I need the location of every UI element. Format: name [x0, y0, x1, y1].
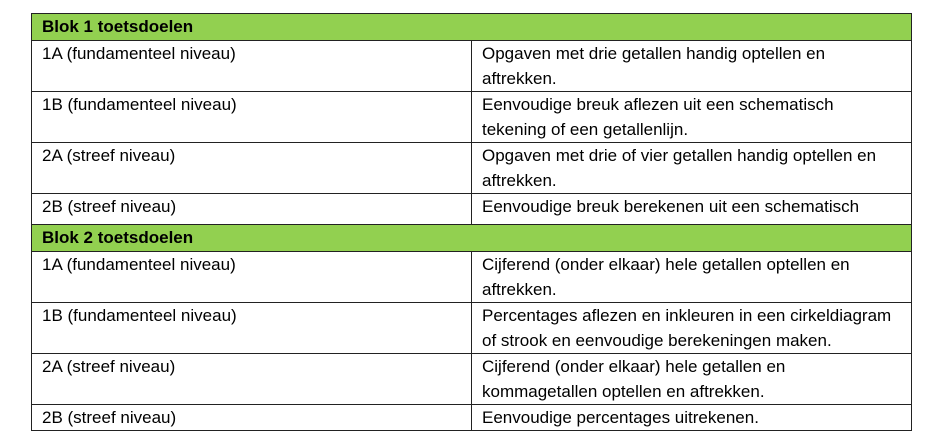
table-header-row	[32, 225, 912, 252]
table-row	[32, 303, 912, 354]
level-cell: 1B (fundamenteel niveau)	[32, 303, 472, 354]
level-cell: 1B (fundamenteel niveau)	[32, 92, 472, 143]
description-cell: Cijferend (onder elkaar) hele getallen en kommagetallen optellen en aftrekken.	[472, 354, 912, 405]
table-row	[32, 92, 912, 143]
description-cell: Eenvoudige breuk berekenen uit een schematisch	[472, 194, 912, 245]
table-header: Blok 1 toetsdoelen	[32, 14, 912, 41]
table-row	[32, 405, 912, 431]
description-cell: Eenvoudige percentages uitrekenen.	[472, 405, 912, 431]
level-cell: 2B (streef niveau)	[32, 405, 472, 431]
table-header-row	[32, 14, 912, 41]
level-cell: 2A (streef niveau)	[32, 143, 472, 194]
table-row	[32, 354, 912, 405]
description-cell: Eenvoudige breuk aflezen uit een schematisch tekening of een getallenlijn.	[472, 92, 912, 143]
level-cell: 2B (streef niveau)	[32, 194, 472, 245]
level-cell: 2A (streef niveau)	[32, 354, 472, 405]
description-cell: Cijferend (onder elkaar) hele getallen optellen en aftrekken.	[472, 252, 912, 303]
description-cell: Percentages aflezen en inkleuren in een cirkeldiagram of strook en eenvoudige berekeningen maken.	[472, 303, 912, 354]
table-row	[32, 252, 912, 303]
description-cell: Opgaven met drie getallen handig optellen en aftrekken.	[472, 41, 912, 92]
description-cell: Opgaven met drie of vier getallen handig optellen en aftrekken.	[472, 143, 912, 194]
blok-1-goals-table	[31, 13, 912, 245]
table-row	[32, 41, 912, 92]
table-row	[32, 143, 912, 194]
table-header: Blok 2 toetsdoelen	[32, 225, 912, 252]
blok-2-goals-table	[31, 224, 912, 431]
level-cell: 1A (fundamenteel niveau)	[32, 252, 472, 303]
level-cell: 1A (fundamenteel niveau)	[32, 41, 472, 92]
